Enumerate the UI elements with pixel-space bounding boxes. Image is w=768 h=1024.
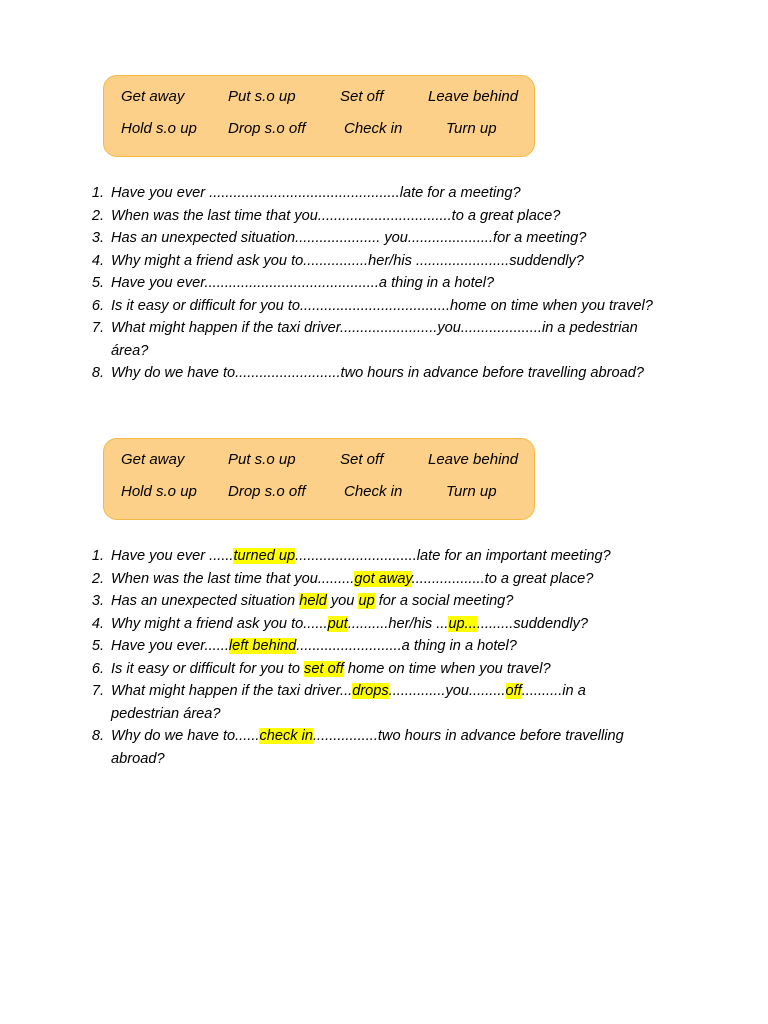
answer-highlight: set off — [304, 660, 344, 677]
answer-highlight: put — [327, 615, 348, 632]
word-set-off: Set off — [340, 451, 384, 468]
answer-highlight: off — [505, 683, 522, 699]
exercise-item-1: 1. Have you ever ...............................................late for a meeting? — [91, 185, 521, 201]
exercise-list — [84, 182, 734, 385]
exercise-item-2: 2. When was the last time that you.................................to a great place? — [91, 207, 561, 224]
word-hold-up: Hold s.o up — [121, 483, 197, 500]
word-drop-off: Drop s.o off — [228, 120, 306, 137]
word-leave-behind: Leave behind — [428, 451, 519, 468]
answer-highlight: up... — [448, 615, 477, 632]
exercise-item-7: 7. What might happen if the taxi driver........................you....................in a pedestrian área? — [91, 320, 638, 359]
word-put-up: Put s.o up — [228, 451, 296, 468]
word-check-in: Check in — [344, 120, 403, 137]
answer-item-6: 6. Is it easy or difficult for you to set off home on time when you travel? — [91, 660, 551, 677]
word-hold-up: Hold s.o up — [121, 120, 197, 137]
answer-highlight: turned up — [233, 548, 296, 564]
word-get-away: Get away — [121, 88, 185, 105]
exercise-item-5: 5. Have you ever...........................................a thing in a hotel? — [91, 275, 495, 291]
word-box-bottom — [103, 438, 535, 520]
answer-highlight: got away — [354, 570, 412, 587]
exercise-item-3: 3. Has an unexpected situation..................... you.....................for a meeting? — [91, 230, 587, 246]
word-turn-up: Turn up — [446, 483, 497, 500]
word-put-up: Put s.o up — [228, 88, 296, 105]
word-box-top — [103, 75, 535, 157]
answer-highlight: check in — [259, 728, 313, 744]
exercise-item-8: 8. Why do we have to..........................two hours in advance before travelling abroad? — [91, 365, 644, 381]
answer-highlight: left behind — [228, 638, 297, 654]
exercise-item-6: 6. Is it easy or difficult for you to.....................................home on time when you travel? — [91, 297, 653, 314]
word-get-away: Get away — [121, 451, 185, 468]
answer-highlight: up — [358, 593, 375, 609]
word-leave-behind: Leave behind — [428, 88, 519, 105]
answer-item-1: 1. Have you ever ......turned up..............................late for an important meeting? — [91, 548, 611, 564]
word-drop-off: Drop s.o off — [228, 483, 306, 500]
word-check-in: Check in — [344, 483, 403, 500]
answer-item-7: 7. What might happen if the taxi driver...drops..............you.........off..........in a pedestrian área? — [91, 683, 586, 722]
answer-item-8: 8. Why do we have to......check in................two hours in advance before travelling abroad? — [91, 728, 624, 767]
word-turn-up: Turn up — [446, 120, 497, 137]
answer-item-4: 4. Why might a friend ask you to......put..........her/his ...up............suddendly? — [91, 615, 588, 632]
answer-list — [84, 545, 734, 770]
exercise-item-4: 4. Why might a friend ask you to................her/his .......................suddendly? — [91, 252, 584, 269]
answer-highlight: held — [299, 593, 327, 609]
answer-highlight: drops — [352, 683, 389, 699]
word-set-off: Set off — [340, 88, 384, 105]
answer-item-2: 2. When was the last time that you.........got away..................to a great place? — [91, 570, 594, 587]
answer-item-5: 5. Have you ever......left behind..........................a thing in a hotel? — [91, 638, 517, 654]
answer-item-3: 3. Has an unexpected situation held you up for a social meeting? — [91, 593, 514, 609]
